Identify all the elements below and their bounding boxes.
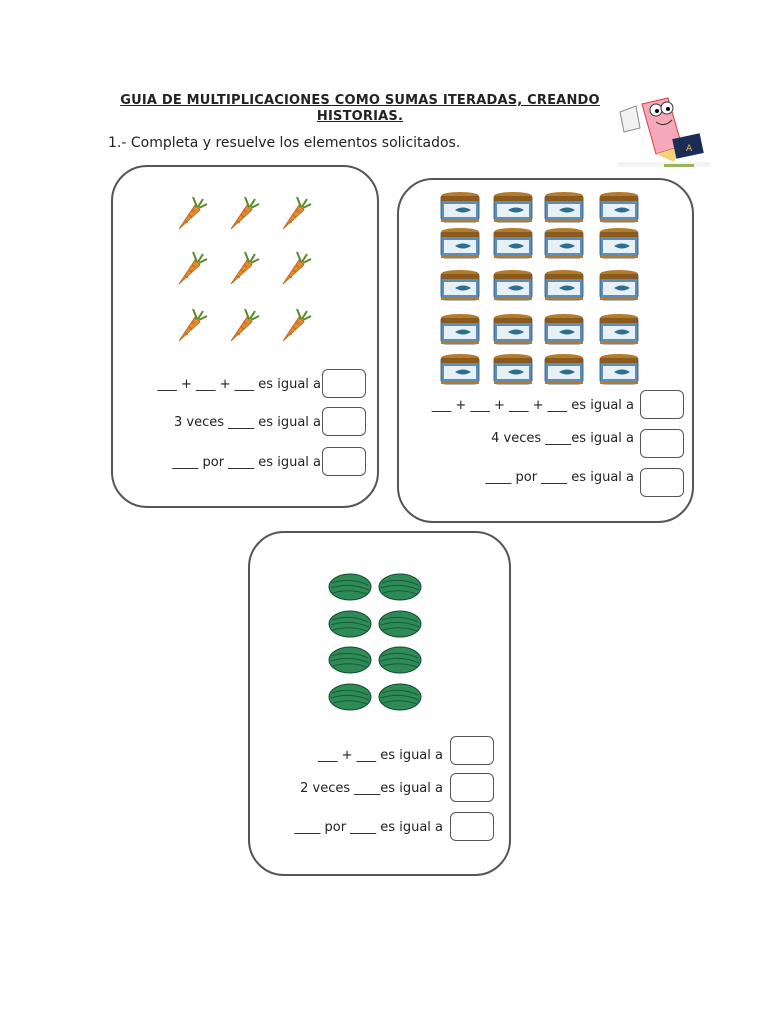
carrot-card	[111, 165, 379, 508]
svg-text:A: A	[686, 144, 693, 154]
can-grid	[437, 190, 643, 390]
carrot-grid	[163, 189, 323, 359]
answer-box-times[interactable]	[450, 773, 494, 802]
can-card	[397, 178, 694, 523]
equation-sum: ___ + ___ es igual a	[318, 748, 443, 763]
watermelon-grid	[326, 571, 426, 719]
answer-box-por[interactable]	[322, 447, 366, 476]
answer-box-por[interactable]	[450, 812, 494, 841]
instruction-text: 1.- Completa y resuelve los elementos solicitados.	[108, 135, 461, 151]
answer-box-times[interactable]	[640, 429, 684, 458]
answer-box-por[interactable]	[640, 468, 684, 497]
equation-times: 4 veces ____es igual a	[491, 431, 634, 446]
answer-box-times[interactable]	[322, 407, 366, 436]
answer-box-sum[interactable]	[450, 736, 494, 765]
watermelon-card	[248, 531, 511, 876]
equation-por: ____ por ____ es igual a	[294, 820, 443, 835]
pencil-mascot-icon	[612, 92, 710, 172]
answer-box-sum[interactable]	[322, 369, 366, 398]
equation-times: 3 veces ____ es igual a	[174, 415, 321, 430]
equation-por: ____ por ____ es igual a	[485, 470, 634, 485]
equation-sum: ___ + ___ + ___ + ___ es igual a	[431, 398, 634, 413]
answer-box-sum[interactable]	[640, 390, 684, 419]
page-title: GUIA DE MULTIPLICACIONES COMO SUMAS ITERADAS, CREANDO HISTORIAS.	[120, 93, 600, 124]
equation-por: ____ por ____ es igual a	[172, 455, 321, 470]
equation-sum: ___ + ___ + ___ es igual a	[157, 377, 321, 392]
equation-times: 2 veces ____es igual a	[300, 781, 443, 796]
